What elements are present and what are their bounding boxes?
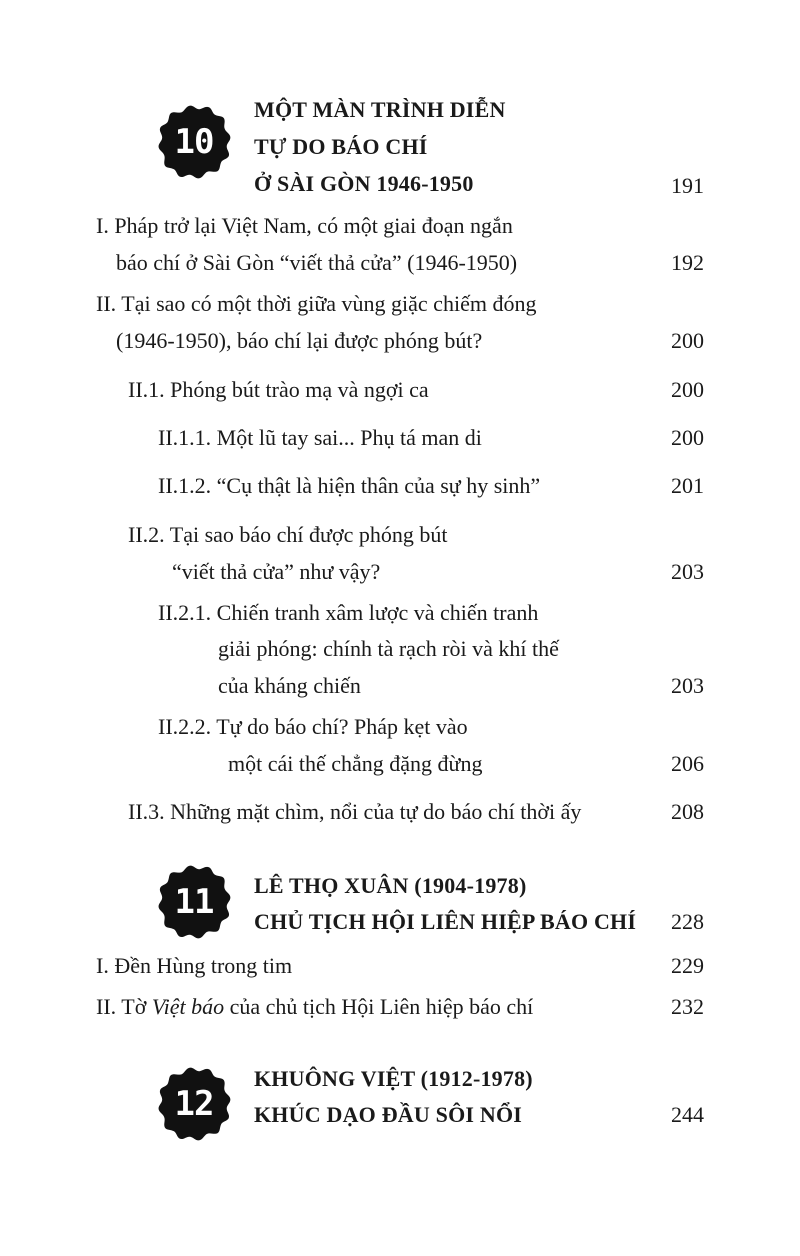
chapter-title-line: TỰ DO BÁO CHÍ <box>254 134 428 159</box>
entry-text: của chủ tịch Hội Liên hiệp báo chí <box>224 994 534 1019</box>
chapter-title-line: LÊ THỌ XUÂN (1904-1978) <box>254 873 527 898</box>
page-number: 228 <box>671 909 704 934</box>
toc-entry-line: “viết thả cửa” như vậy? <box>172 559 381 584</box>
page-number: 206 <box>671 751 704 776</box>
page-number: 203 <box>671 559 704 584</box>
chapter-title-line: Ở SÀI GÒN 1946-1950 <box>254 171 474 196</box>
chapter-title-line: KHÚC DẠO ĐẦU SÔI NỔI <box>254 1102 523 1127</box>
toc-entry-line: II.1.1. Một lũ tay sai... Phụ tá man di <box>158 425 482 450</box>
page-number: 200 <box>671 425 704 450</box>
page-number: 232 <box>671 994 704 1019</box>
page-number: 208 <box>671 799 704 824</box>
chapter-title-line: KHUÔNG VIỆT (1912-1978) <box>254 1066 533 1091</box>
page-number: 200 <box>671 377 704 402</box>
page-number: 191 <box>671 173 704 198</box>
page-number: 201 <box>671 473 704 498</box>
toc-entry-line: một cái thế chẳng đặng đừng <box>228 751 483 776</box>
page-number: 200 <box>671 328 704 353</box>
toc-entry-line <box>96 994 533 1020</box>
toc-entry-line: II.2. Tại sao báo chí được phóng bút <box>128 522 448 547</box>
toc-entry-line: II.3. Những mặt chìm, nổi của tự do báo chí thời ấy <box>128 799 582 824</box>
toc-entry-line: II.1. Phóng bút trào mạ và ngợi ca <box>128 377 429 402</box>
toc-entry-line: I. Đền Hùng trong tim <box>96 953 293 978</box>
toc-entry-line: II.2.2. Tự do báo chí? Pháp kẹt vào <box>158 714 468 739</box>
entry-text: II. Tờ <box>96 994 152 1019</box>
chapter-badge-11 <box>154 862 234 942</box>
toc-entry-line: II.1.2. “Cụ thật là hiện thân của sự hy sinh” <box>158 473 541 498</box>
toc-entry-line: báo chí ở Sài Gòn “viết thả cửa” (1946-1950) <box>116 250 518 275</box>
newspaper-title: Việt báo <box>151 994 225 1019</box>
chapter-badge-12 <box>154 1064 234 1144</box>
toc-entry-line: I. Pháp trở lại Việt Nam, có một giai đoạn ngắn <box>96 213 513 238</box>
toc-entry-line: giải phóng: chính tà rạch ròi và khí thế <box>218 636 559 661</box>
chapter-number: 11 <box>174 882 214 922</box>
page-number: 192 <box>671 250 704 275</box>
page-number: 229 <box>671 953 704 978</box>
chapter-badge-10 <box>154 102 234 182</box>
toc-entry-line: (1946-1950), báo chí lại được phóng bút? <box>116 328 483 353</box>
page-number: 203 <box>671 673 704 698</box>
chapter-title-line: MỘT MÀN TRÌNH DIỄN <box>254 97 506 122</box>
chapter-title-line: CHỦ TỊCH HỘI LIÊN HIỆP BÁO CHÍ <box>254 909 637 934</box>
chapter-number: 10 <box>174 122 214 162</box>
toc-entry-line: II. Tại sao có một thời giữa vùng giặc chiếm đóng <box>96 291 537 316</box>
toc-entry-line: II.2.1. Chiến tranh xâm lược và chiến tranh <box>158 600 539 625</box>
toc-entry-line: của kháng chiến <box>218 673 361 698</box>
page-number: 244 <box>671 1102 704 1127</box>
chapter-number: 12 <box>174 1084 214 1124</box>
